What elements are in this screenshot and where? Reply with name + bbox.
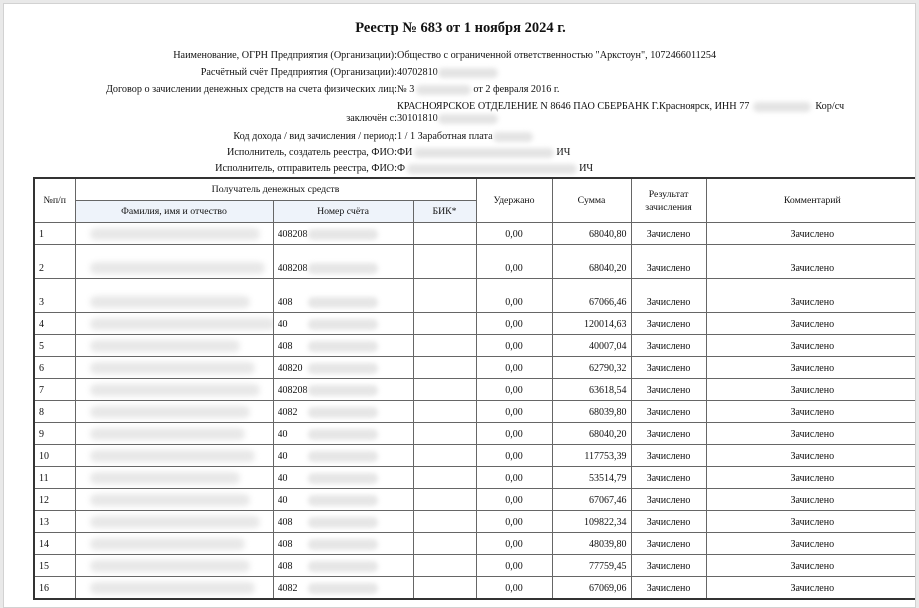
cell-account-prefix: 408 (277, 539, 293, 550)
cell-account (273, 223, 413, 245)
table-row (34, 313, 916, 335)
redaction-blur (90, 516, 260, 528)
cell-sum: 63618,54 (552, 379, 631, 401)
cell-fio (75, 313, 273, 335)
cell-sum: 68040,80 (552, 223, 631, 245)
cell-withheld: 0,00 (476, 223, 552, 245)
cell-sum: 40007,04 (552, 335, 631, 357)
redaction-blur (90, 318, 274, 330)
cell-account (273, 335, 413, 357)
cell-fio (75, 379, 273, 401)
cell-result: Зачислено (631, 533, 706, 555)
redaction-blur (90, 262, 265, 274)
cell-account-prefix: 40 (277, 429, 288, 440)
cell-sum: 62790,32 (552, 357, 631, 379)
cell-withheld: 0,00 (476, 313, 552, 335)
cell-fio (75, 223, 273, 245)
redaction-blur (308, 429, 378, 440)
redaction-blur (308, 473, 378, 484)
header-value-income-code: 1 / 1 Заработная плата (397, 131, 493, 142)
redaction-blur (308, 407, 378, 418)
cell-comment: Зачислено (706, 379, 916, 401)
header-value-contract-group (397, 83, 559, 96)
cell-result: Зачислено (631, 445, 706, 467)
header-value-creator: ФИ (397, 147, 413, 158)
cell-result: Зачислено (631, 335, 706, 357)
cell-fio (75, 533, 273, 555)
cell-num: 14 (34, 533, 75, 555)
header-num: №п/п (34, 178, 75, 223)
cell-account (273, 445, 413, 467)
cell-fio (75, 511, 273, 533)
header-label-creator: Исполнитель, создатель реестра, ФИО: (226, 147, 397, 158)
cell-account (273, 279, 413, 313)
cell-account-prefix: 408208 (277, 229, 308, 240)
header-label-sender: Исполнитель, отправитель реестра, ФИО: (215, 163, 397, 174)
cell-bik (413, 533, 476, 555)
cell-bik (413, 379, 476, 401)
table-row (34, 379, 916, 401)
cell-fio (75, 401, 273, 423)
cell-comment: Зачислено (706, 489, 916, 511)
header-result: Результат зачисления (631, 178, 706, 223)
cell-num: 10 (34, 445, 75, 467)
cell-num: 12 (34, 489, 75, 511)
cell-result: Зачислено (631, 379, 706, 401)
table-row (34, 467, 916, 489)
cell-num: 1 (34, 223, 75, 245)
cell-fio (75, 423, 273, 445)
table-header-row (34, 178, 916, 201)
redaction-blur (438, 68, 498, 78)
redaction-blur (90, 296, 250, 308)
cell-fio (75, 445, 273, 467)
header-value-bank: КРАСНОЯРСКОЕ ОТДЕЛЕНИЕ N 8646 ПАО СБЕРБАНК Г.Красноярск, ИНН 77 (397, 101, 750, 112)
cell-fio (75, 335, 273, 357)
cell-account-prefix: 4082 (277, 582, 298, 594)
cell-comment: Зачислено (706, 223, 916, 245)
cell-account (273, 533, 413, 555)
cell-bik (413, 489, 476, 511)
cell-account (273, 379, 413, 401)
cell-withheld: 0,00 (476, 577, 552, 599)
cell-sum: 120014,63 (552, 313, 631, 335)
cell-account-prefix: 408 (277, 341, 293, 352)
redaction-blur (308, 451, 378, 462)
cell-withheld: 0,00 (476, 379, 552, 401)
cell-sum: 53514,79 (552, 467, 631, 489)
cell-comment: Зачислено (706, 555, 916, 577)
redaction-blur (90, 228, 260, 240)
cell-bik (413, 555, 476, 577)
cell-sum: 109822,34 (552, 511, 631, 533)
cell-account (273, 577, 413, 599)
cell-account-prefix: 408 (277, 561, 293, 572)
table-row (34, 423, 916, 445)
header-bik: БИК* (413, 201, 476, 223)
cell-fio (75, 279, 273, 313)
redaction-blur (407, 164, 577, 174)
cell-num: 4 (34, 313, 75, 335)
redaction-blur (308, 319, 378, 330)
cell-account (273, 511, 413, 533)
cell-result: Зачислено (631, 577, 706, 599)
cell-comment: Зачислено (706, 279, 916, 313)
cell-withheld: 0,00 (476, 555, 552, 577)
redaction-blur (414, 148, 554, 158)
cell-account (273, 423, 413, 445)
redaction-blur (90, 582, 255, 594)
cell-account (273, 489, 413, 511)
cell-fio (75, 555, 273, 577)
cell-sum: 68039,80 (552, 401, 631, 423)
cell-num: 6 (34, 357, 75, 379)
cell-sum: 67067,46 (552, 489, 631, 511)
cell-num: 2 (34, 245, 75, 279)
cell-fio (75, 245, 273, 279)
registry-document (3, 3, 916, 608)
redaction-blur (753, 102, 811, 112)
cell-bik (413, 313, 476, 335)
redaction-blur (308, 263, 378, 274)
cell-sum: 68040,20 (552, 245, 631, 279)
header-value-creator-group (397, 146, 570, 159)
table-row (34, 335, 916, 357)
redaction-blur (308, 517, 378, 528)
header-withheld: Удержано (476, 178, 552, 223)
cell-result: Зачислено (631, 223, 706, 245)
cell-bik (413, 357, 476, 379)
cell-num: 8 (34, 401, 75, 423)
cell-withheld: 0,00 (476, 533, 552, 555)
redaction-blur (438, 114, 498, 124)
cell-num: 9 (34, 423, 75, 445)
cell-sum: 67069,06 (552, 577, 631, 599)
cell-account-prefix: 408208 (277, 385, 308, 396)
redaction-blur (90, 450, 255, 462)
cell-account-prefix: 4082 (277, 407, 298, 418)
header-label-concluded: заключён с: (346, 113, 397, 124)
cell-account (273, 401, 413, 423)
redaction-blur (90, 406, 250, 418)
table-row (34, 223, 916, 245)
cell-comment: Зачислено (706, 423, 916, 445)
table-row (34, 489, 916, 511)
cell-withheld: 0,00 (476, 335, 552, 357)
cell-sum: 77759,45 (552, 555, 631, 577)
header-value-sender-group (397, 162, 593, 175)
cell-withheld: 0,00 (476, 489, 552, 511)
cell-bik (413, 467, 476, 489)
redaction-blur (308, 583, 378, 594)
cell-comment: Зачислено (706, 467, 916, 489)
cell-withheld: 0,00 (476, 357, 552, 379)
redaction-blur (308, 229, 378, 240)
redaction-blur (308, 341, 378, 352)
cell-account (273, 313, 413, 335)
cell-bik (413, 335, 476, 357)
redaction-blur (90, 428, 245, 440)
cell-sum: 67066,46 (552, 279, 631, 313)
cell-bik (413, 223, 476, 245)
cell-result: Зачислено (631, 279, 706, 313)
cell-num: 3 (34, 279, 75, 313)
redaction-blur (308, 495, 378, 506)
redaction-blur (308, 385, 378, 396)
cell-bik (413, 423, 476, 445)
cell-result: Зачислено (631, 511, 706, 533)
cell-fio (75, 467, 273, 489)
cell-bik (413, 401, 476, 423)
redaction-blur (308, 297, 378, 308)
header-label-contract: Договор о зачислении денежных средств на счета физических лиц: (105, 84, 397, 95)
registry-table (33, 177, 916, 600)
redaction-blur (90, 538, 245, 550)
cell-num: 11 (34, 467, 75, 489)
cell-account (273, 245, 413, 279)
cell-num: 15 (34, 555, 75, 577)
cell-account-prefix: 40 (277, 451, 288, 462)
table-row (34, 357, 916, 379)
document-title: Реестр № 683 от 1 ноября 2024 г. (355, 20, 566, 36)
header-value-corr-account: 30101810 (397, 113, 438, 124)
cell-result: Зачислено (631, 467, 706, 489)
cell-comment: Зачислено (706, 533, 916, 555)
redaction-blur (308, 363, 378, 374)
cell-comment: Зачислено (706, 511, 916, 533)
table-row (34, 555, 916, 577)
cell-comment: Зачислено (706, 357, 916, 379)
cell-bik (413, 511, 476, 533)
table-row (34, 533, 916, 555)
redaction-blur (416, 85, 471, 95)
header-fio: Фамилия, имя и отчество (75, 201, 273, 223)
cell-account-prefix: 408208 (277, 263, 308, 274)
cell-bik (413, 245, 476, 279)
cell-account-prefix: 40 (277, 319, 288, 330)
cell-withheld: 0,00 (476, 279, 552, 313)
header-account: Номер счёта (273, 201, 413, 223)
cell-comment: Зачислено (706, 445, 916, 467)
cell-sum: 68040,20 (552, 423, 631, 445)
table-row (34, 511, 916, 533)
redaction-blur (493, 132, 533, 142)
cell-comment: Зачислено (706, 401, 916, 423)
cell-withheld: 0,00 (476, 423, 552, 445)
cell-result: Зачислено (631, 401, 706, 423)
cell-result: Зачислено (631, 245, 706, 279)
cell-withheld: 0,00 (476, 245, 552, 279)
cell-bik (413, 279, 476, 313)
cell-fio (75, 357, 273, 379)
cell-account-prefix: 40 (277, 495, 288, 506)
cell-fio (75, 489, 273, 511)
header-label-account: Расчётный счёт Предприятия (Организации): (200, 67, 397, 78)
cell-account (273, 467, 413, 489)
redaction-blur (90, 340, 240, 352)
redaction-blur (308, 561, 378, 572)
redaction-blur (90, 362, 255, 374)
header-label-organization: Наименование, ОГРН Предприятия (Организации): (173, 50, 397, 61)
header-sum: Сумма (552, 178, 631, 223)
cell-bik (413, 577, 476, 599)
cell-result: Зачислено (631, 357, 706, 379)
cell-result: Зачислено (631, 313, 706, 335)
header-value-sender-tail: ИЧ (579, 163, 594, 174)
cell-comment: Зачислено (706, 245, 916, 279)
cell-result: Зачислено (631, 423, 706, 445)
cell-result: Зачислено (631, 555, 706, 577)
header-value-income-group (397, 130, 533, 143)
header-value-sender: Ф (397, 163, 406, 174)
cell-comment: Зачислено (706, 313, 916, 335)
header-value-organization: Общество с ограниченной ответственностью "Аркстоун", 1072466011254 (397, 50, 717, 61)
header-value-account-group (397, 66, 498, 79)
cell-account-prefix: 40 (277, 473, 288, 484)
cell-num: 7 (34, 379, 75, 401)
cell-comment: Зачислено (706, 335, 916, 357)
header-value-concluded-group (397, 112, 498, 125)
cell-num: 13 (34, 511, 75, 533)
cell-withheld: 0,00 (476, 511, 552, 533)
header-value-contract: № 3 (397, 84, 415, 95)
redaction-blur (90, 384, 260, 396)
header-value-creator-tail: ИЧ (556, 147, 571, 158)
cell-withheld: 0,00 (476, 401, 552, 423)
cell-account-prefix: 408 (277, 297, 293, 308)
redaction-blur (90, 472, 240, 484)
redaction-blur (90, 560, 250, 572)
cell-withheld: 0,00 (476, 467, 552, 489)
redaction-blur (90, 494, 250, 506)
cell-account (273, 555, 413, 577)
header-label-income-code: Код дохода / вид зачисления / период: (233, 131, 397, 142)
cell-account-prefix: 40820 (277, 363, 303, 374)
header-recipient-group: Получатель денежных средств (75, 178, 476, 201)
cell-fio (75, 577, 273, 599)
cell-result: Зачислено (631, 489, 706, 511)
cell-num: 16 (34, 577, 75, 599)
header-value-corr-account-label: Кор/сч (815, 101, 845, 112)
table-row (34, 401, 916, 423)
table-row (34, 577, 916, 599)
header-value-contract-date: от 2 февраля 2016 г. (473, 84, 560, 95)
redaction-blur (308, 539, 378, 550)
header-comment: Комментарий (706, 178, 916, 223)
cell-num: 5 (34, 335, 75, 357)
cell-comment: Зачислено (706, 577, 916, 599)
cell-sum: 48039,80 (552, 533, 631, 555)
cell-account-prefix: 408 (277, 517, 293, 528)
cell-bik (413, 445, 476, 467)
table-row (34, 445, 916, 467)
table-row (34, 279, 916, 313)
cell-account (273, 357, 413, 379)
table-row (34, 245, 916, 279)
cell-withheld: 0,00 (476, 445, 552, 467)
cell-sum: 117753,39 (552, 445, 631, 467)
header-value-account: 40702810 (397, 67, 438, 78)
